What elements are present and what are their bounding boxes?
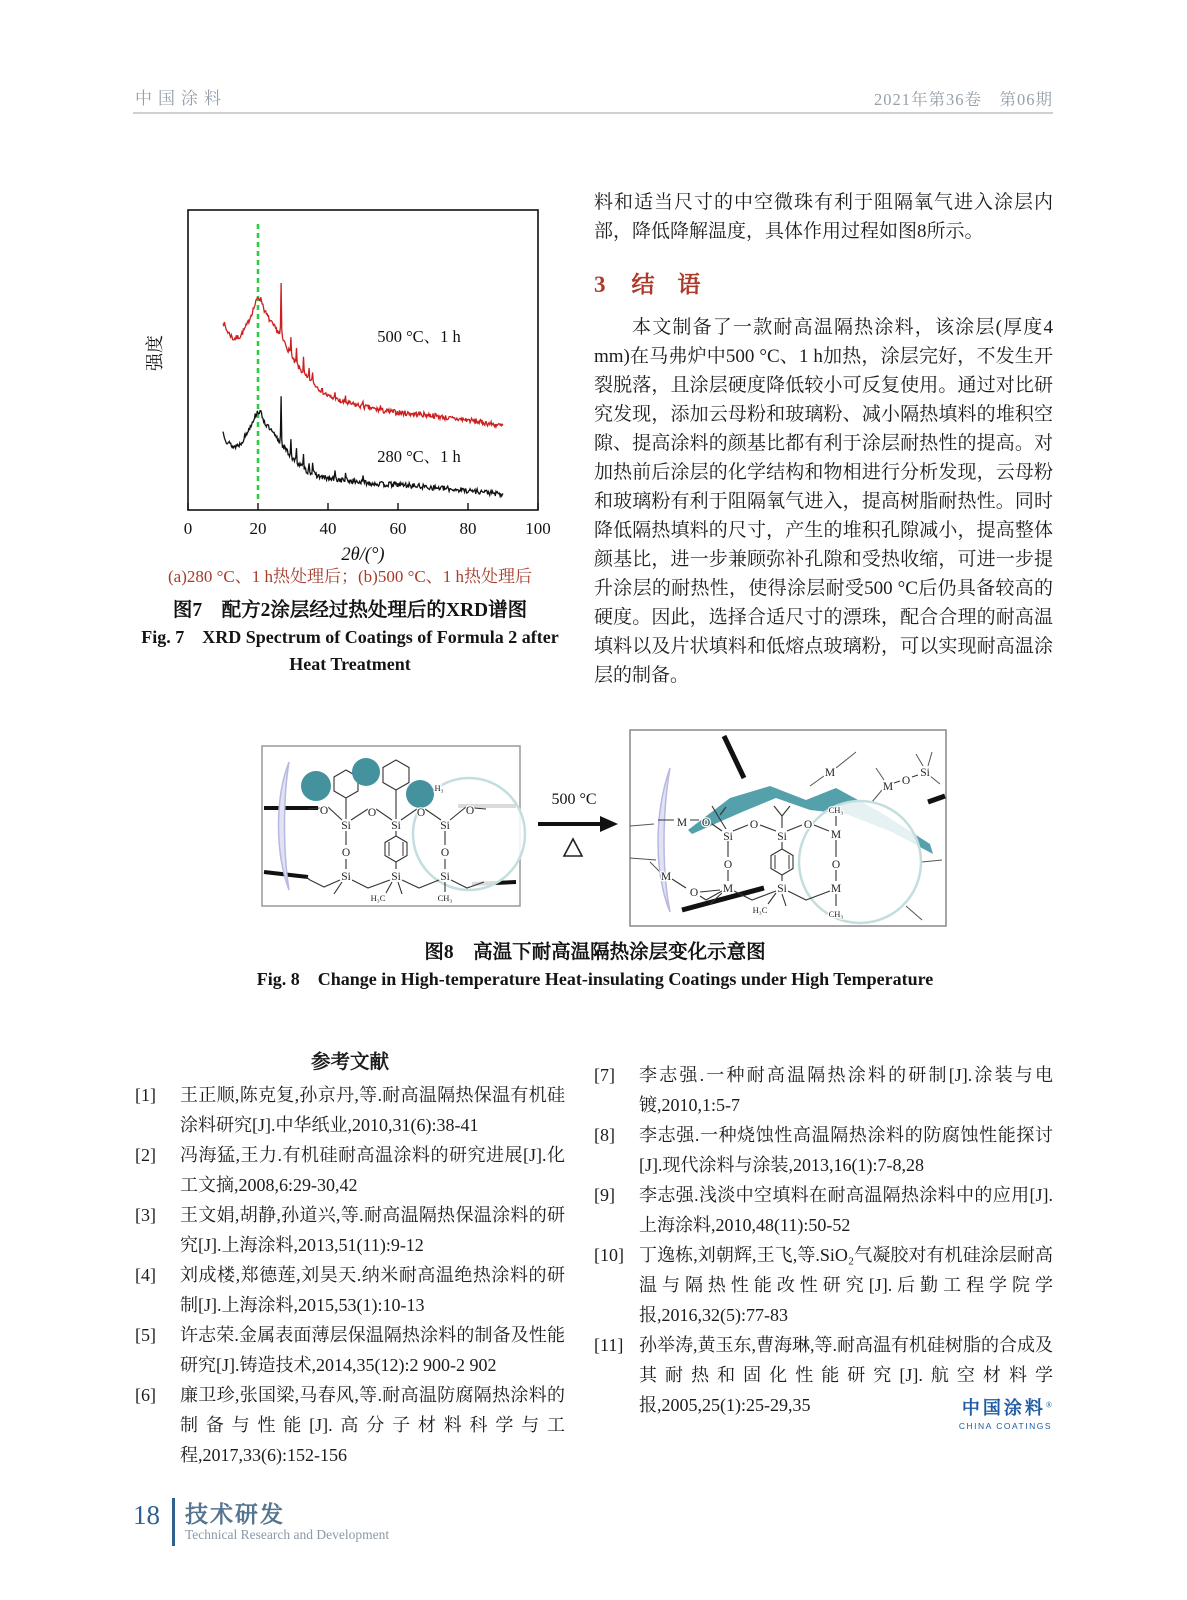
atom-label: Si [920, 767, 930, 779]
series-label: 280 °C、1 h [377, 447, 461, 466]
atom-label: H₃C [370, 893, 386, 903]
reference-item [135, 1200, 565, 1260]
logo-text-zh: 中国涂料 [961, 1398, 1046, 1418]
reaction-arrow [538, 791, 618, 856]
ref-number: [7] [594, 1065, 615, 1085]
paragraph-intro: 料和适当尺寸的中空微珠有利于阻隔氧气进入涂层内部，降低降解温度，具体作用过程如图8所示。 [594, 192, 1053, 242]
reference-item [594, 1180, 1053, 1240]
atom-label: Si [341, 820, 351, 832]
xrd-chart [174, 204, 574, 568]
atom-label: CH₃ [828, 805, 844, 815]
plot-border [188, 210, 538, 510]
atom-label: O [416, 807, 426, 819]
x-tick-label: 60 [389, 519, 407, 538]
ref-number: [4] [135, 1265, 156, 1285]
atom-label: M [830, 883, 842, 895]
ref-number: [8] [594, 1125, 615, 1145]
fig8-left-structure [262, 746, 525, 906]
ref-text: 刘成楼,郑德莲,刘昊天.纳米耐高温绝热涂料的研制[J].上海涂料,2015,53(1):10-13 [180, 1265, 565, 1315]
y-axis-label: 强度 [145, 335, 165, 371]
x-tick-label: 20 [249, 519, 267, 538]
ref-text: 李志强.一种耐高温隔热涂料的研制[J].涂装与电镀,2010,1:5-7 [639, 1065, 1053, 1115]
china-coatings-logo [959, 1394, 1052, 1431]
ref-number: [2] [135, 1145, 156, 1165]
ref-text: 许志荣.金属表面薄层保温隔热涂料的制备及性能研究[J].铸造技术,2014,35(12):2 900-2 902 [180, 1325, 565, 1375]
atom-label: Si [777, 831, 787, 843]
ref-number: [11] [594, 1335, 624, 1355]
ref-number: [3] [135, 1205, 156, 1225]
atom-label: O [440, 847, 450, 859]
section-number: 3 [594, 272, 606, 297]
ref-text: 廉卫珍,张国梁,马春风,等.耐高温防腐隔热涂料的制备与性能[J].高分子材料科学与工程,2017,33(6):152-156 [180, 1385, 565, 1465]
journal-name: 中国涂料 [135, 89, 227, 108]
footer-section-zh: 技术研发 [185, 1501, 285, 1527]
x-tick-label: 80 [459, 519, 477, 538]
reference-item [135, 1260, 565, 1320]
atom-label: H₃ [434, 783, 444, 793]
ref-number: [6] [135, 1385, 156, 1405]
logo-registered-mark: ® [1045, 1400, 1052, 1410]
right-column [594, 188, 1053, 690]
reference-item [594, 1120, 1053, 1180]
atom-label: M [660, 871, 672, 883]
section-title: 结 语 [631, 272, 701, 297]
atom-label: O [701, 817, 711, 829]
atom-label: O [341, 847, 351, 859]
atom-label: M [722, 883, 734, 895]
x-tick-label: 100 [525, 519, 551, 538]
x-axis-title: 2θ/(°) [341, 545, 385, 565]
heat-triangle-icon [564, 839, 582, 856]
footer-divider-bar [172, 1498, 175, 1546]
xrd-chart-svg [174, 204, 574, 568]
atom-label: M [676, 817, 688, 829]
x-tick-label: 40 [319, 519, 337, 538]
fig8-right-structure [630, 730, 946, 926]
atom-label: O [831, 859, 841, 871]
atom-label: O [689, 887, 699, 899]
ref-text: 王文娟,胡静,孙道兴,等.耐高温隔热保温涂料的研究[J].上海涂料,2013,51(11):9-12 [180, 1205, 565, 1255]
atom-label: Si [391, 820, 401, 832]
logo-text-en: CHINA COATINGS [958, 1421, 1052, 1431]
ref-text: 丁逸栋,刘朝辉,王飞,等.SiO₂气凝胶对有机硅涂层耐高温与隔热性能改性研究[J].后勤工程学院学报,2016,32(5):77-83 [639, 1245, 1053, 1325]
issue-info: 2021年第36卷 第06期 [874, 90, 1053, 109]
ref-text: 李志强.一种烧蚀性高温隔热涂料的防腐蚀性能探讨[J].现代涂料与涂装,2013,16(1):7-8,28 [639, 1125, 1053, 1175]
glass-powder-particle [352, 758, 380, 786]
fig8-diagram [250, 724, 960, 929]
glass-powder-particle [406, 780, 434, 808]
atom-label: O [723, 859, 733, 871]
references-title: 参考文献 [310, 1052, 389, 1073]
atom-label: Si [440, 871, 450, 883]
atom-label: O [465, 805, 475, 817]
reference-item [594, 1240, 1053, 1330]
atom-label: O [319, 805, 329, 817]
fig7-caption-zh: 图7 配方2涂层经过热处理后的XRD谱图 [172, 600, 528, 621]
ref-text: 冯海猛,王力.有机硅耐高温涂料的研究进展[J].化工文摘,2008,6:29-30,42 [180, 1145, 565, 1195]
atom-label: Si [391, 871, 401, 883]
glass-powder-particle [301, 771, 331, 801]
fig8-svg [250, 724, 960, 929]
reference-item [135, 1080, 565, 1140]
paragraph-conclusion: 本文制备了一款耐高温隔热涂料，该涂层(厚度4 mm)在马弗炉中500 °C、1 h加热，涂层完好，不发生开裂脱落，且涂层硬度降低较小可反复使用。通过对比研究发现，添加云母粉和玻璃粉、减小隔热填料的堆积空隙、提高涂料的颜基比都有利于涂层耐热性的提高。对加热前后涂层的化学结构和物相进行分析发现，云母粉和玻璃粉有利于阻隔氧气进入，提高树脂耐热性。同时降低隔热填料的尺寸，产生的堆积孔隙减小，提高整体颜基比，进一步兼顾弥补孔隙和受热收缩，可进一步提升涂层的耐热性，使得涂层耐受500 °C后仍具备较高的硬度。因此，选择合适尺寸的漂珠，配合合理的耐高温填料以及片状填料和低熔点玻璃粉，可以实现耐高温涂层的制备。 [594, 317, 1053, 686]
atom-label: M [824, 767, 836, 779]
fig7-caption-en: Fig. 7 XRD Spectrum of Coatings of Formula 2 after Heat Treatment [141, 627, 559, 674]
arrow-head [600, 816, 618, 832]
references-right-column [594, 1060, 1053, 1420]
page-number: 18 [133, 1500, 160, 1530]
section-heading [594, 266, 1053, 299]
reference-item [135, 1320, 565, 1380]
xrd-curve [223, 396, 503, 496]
atom-label: CH₃ [437, 893, 453, 903]
fig8-caption-en: Fig. 8 Change in High-temperature Heat-insulating Coatings under High Temperature [256, 969, 934, 989]
reference-item [594, 1060, 1053, 1120]
reference-item [135, 1140, 565, 1200]
references-left-column [135, 1080, 565, 1470]
xrd-curve [223, 283, 503, 427]
atom-label: M [830, 829, 842, 841]
hollow-bead [799, 801, 921, 923]
ref-number: [1] [135, 1085, 156, 1105]
ref-text: 李志强.浅淡中空填料在耐高温隔热涂料中的应用[J].上海涂料,2010,48(11):50-52 [639, 1185, 1053, 1235]
ref-number: [5] [135, 1325, 156, 1345]
atom-label: M [882, 781, 894, 793]
ref-number: [10] [594, 1245, 624, 1265]
ref-text: 王正顺,陈克复,孙京丹,等.耐高温隔热保温有机硅涂料研究[J].中华纸业,2010,31(6):38-41 [180, 1085, 565, 1135]
footer-section-en: Technical Research and Development [185, 1527, 390, 1542]
atom-label: O [749, 819, 759, 831]
atom-label: O [901, 775, 911, 787]
atom-label: O [803, 819, 813, 831]
atom-label: Si [723, 831, 733, 843]
atom-label: Si [341, 871, 351, 883]
atom-label: Si [440, 820, 450, 832]
atom-label: H₃C [752, 905, 768, 915]
reference-item [135, 1380, 565, 1470]
series-label: 500 °C、1 h [377, 327, 461, 346]
atom-label: O [367, 807, 377, 819]
ref-text: 孙举涛,黄玉东,曹海琳,等.耐高温有机硅树脂的合成及其耐热和固化性能研究[J].航空材料学报,2005,25(1):25-29,35 [639, 1335, 1053, 1415]
x-tick-label: 0 [183, 519, 193, 538]
atom-label: Si [777, 883, 787, 895]
ref-number: [9] [594, 1185, 615, 1205]
fig8-caption-zh: 图8 高温下耐高温隔热涂层变化示意图 [424, 942, 766, 963]
header-rule [133, 112, 1053, 114]
atom-label: CH₃ [828, 909, 844, 919]
fig7-subcaption: (a)280 °C、1 h热处理后；(b)500 °C、1 h热处理后 [168, 567, 532, 586]
arrow-temperature-label: 500 °C [551, 791, 597, 808]
